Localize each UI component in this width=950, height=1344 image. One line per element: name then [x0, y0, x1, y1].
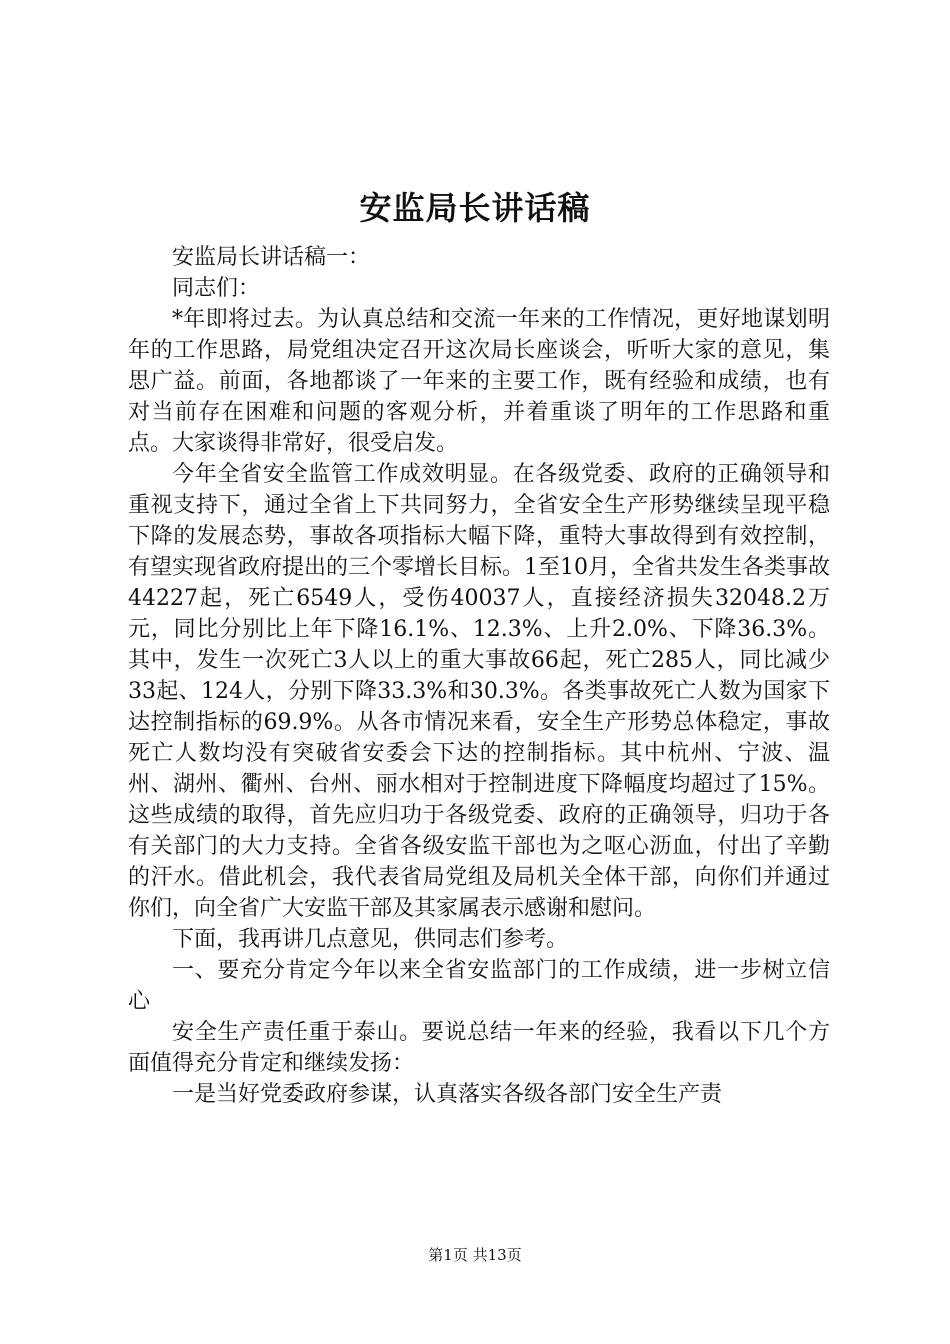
paragraph-experience: 安全生产责任重于泰山。要说总结一年来的经验，我看以下几个方面值得充分肯定和继续发扬： — [128, 1020, 830, 1076]
document-body — [128, 242, 830, 1110]
paragraph-achievements: 今年全省安全监管工作成效明显。在各级党委、政府的正确领导和重视支持下，通过全省上下共同努力，全省安全生产形势继续呈现平稳下降的发展态势，事故各项指标大幅下降，重特大事故得到有效控制，有望实现省政府提出的三个零增长目标。1至10月，全省共发生各类事故44227起，死亡6549人，受伤40037人，直接经济损失32048.2万元，同比分别比上年下降16.1%、12.3%、上升2.0%、下降36.3%。其中，发生一次死亡3人以上的重大事故66起，死亡285人，同比减少33起、124人，分别下降33.3%和30.3%。各类事故死亡人数为国家下达控制指标的69.9%。从各市情况来看，安全生产形势总体稳定，事故死亡人数均没有突破省安委会下达的控制指标。其中杭州、宁波、温州、湖州、衢州、台州、丽水相对于控制进度下降幅度均超过了15%。这些成绩的取得，首先应归功于各级党委、政府的正确领导，归功于各有关部门的大力支持。全省各级安监干部也为之呕心沥血，付出了辛勤的汗水。借此机会，我代表省局党组及局机关全体干部，向你们并通过你们，向全省广大安监干部及其家属表示感谢和慰问。 — [128, 462, 830, 921]
paragraph-opening: *年即将过去。为认真总结和交流一年来的工作情况，更好地谋划明年的工作思路，局党组决定召开这次局长座谈会，听听大家的意见，集思广益。前面，各地都谈了一年来的主要工作，既有经验和成绩，也有对当前存在困难和问题的客观分析，并着重谈了明年的工作思路和重点。大家谈得非常好，很受启发。 — [128, 307, 830, 456]
document-title: 安监局长讲话稿 — [359, 189, 591, 227]
paragraph-salutation: 同志们： — [172, 276, 261, 301]
paragraph-heading-one: 安监局长讲话稿一： — [172, 245, 371, 270]
paragraph-transition: 下面，我再讲几点意见，供同志们参考。 — [172, 927, 569, 952]
page-number-footer: 第1页 共13页 — [428, 1246, 522, 1264]
paragraph-section-one: 一、要充分肯定今年以来全省安监部门的工作成绩，进一步树立信心 — [128, 958, 830, 1014]
paragraph-point-one: 一是当好党委政府参谋，认真落实各级各部门安全生产责 — [172, 1082, 723, 1107]
